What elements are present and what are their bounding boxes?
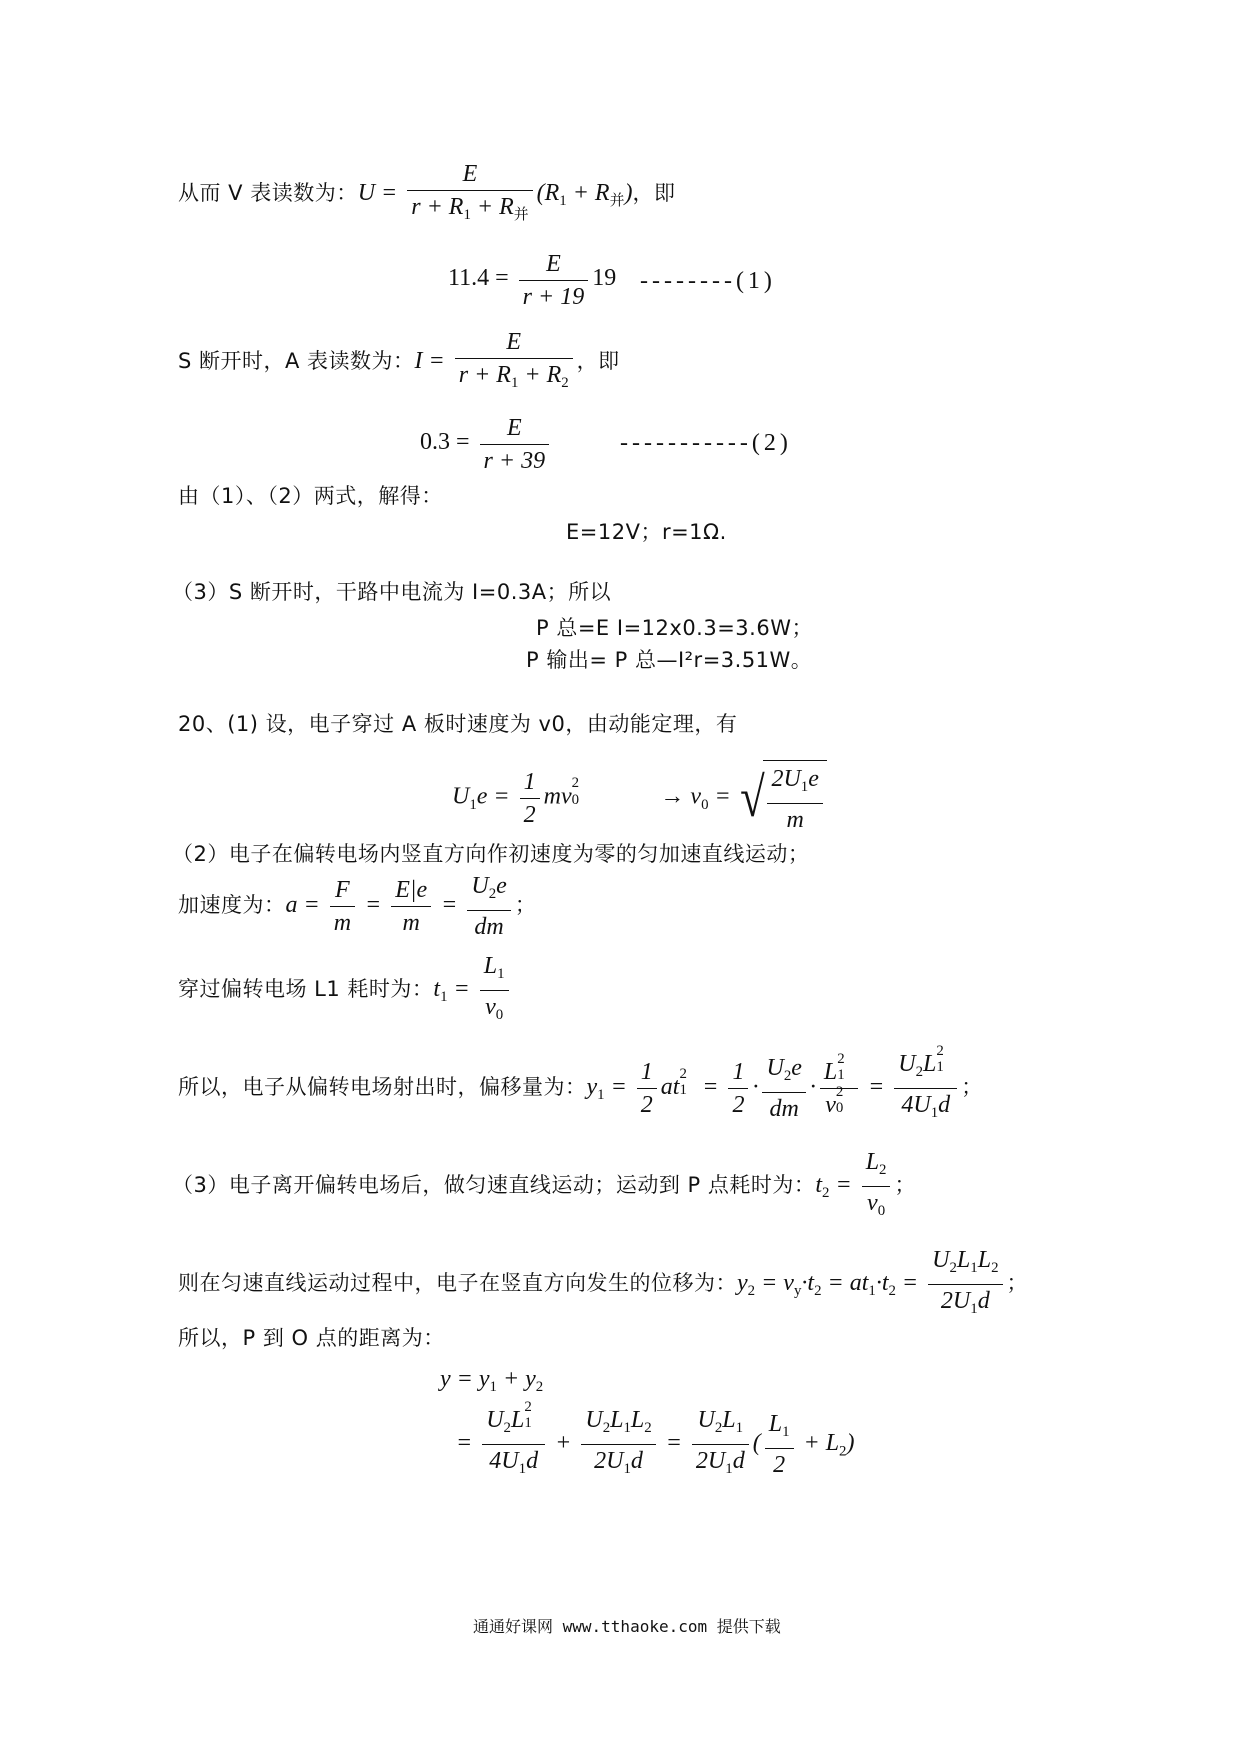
a-reading-line	[178, 326, 620, 399]
offset-prefix: 所以，电子从偏转电场射出时，偏移量为：	[178, 1075, 587, 1100]
v-reading-line	[178, 158, 675, 231]
formula-i: I = $\frac{E}{r + R_1 + R_2}$	[415, 348, 577, 374]
q20-part2-desc: （2）电子在偏转电场内竖直方向作初速度为零的匀加速直线运动；	[172, 842, 810, 866]
part3-line1: （3）S 断开时，干路中电流为 I=0.3A；所以	[172, 580, 612, 604]
formula-u-parallel: U = $\frac{E}{r + R_1 + R_并}$ $(R_1 + R_并)$	[358, 180, 633, 206]
accel-prefix: 加速度为：	[178, 893, 286, 918]
formula-kinetic-energy: $U_1e$ = $\frac{1}{2}$ mv 2 0 → $v_0$ = √ $\frac{2U_1e}{m}$	[452, 760, 827, 836]
offset-line: 所以，电子从偏转电场射出时，偏移量为：$y_1$ = $\frac{1}{2}$ at 2 1 = $\frac{1}{2}$ · $\frac{U_2e}{dm}$ · L 2 1 v 2 0 = $U_2L$ 2 1 $4U_1d$ ；	[178, 1042, 983, 1123]
time-line	[178, 950, 513, 1031]
part3-time-line: （3）电子离开偏转电场后，做匀速直线运动；运动到 P 点耗时为：$t_2$ = $\frac{L_2}{v_0}$ ；	[172, 1146, 916, 1227]
equation-1: 11.4 = $\frac{E}{r + 19}$ 19	[448, 248, 616, 313]
formula-y-final: = $U_2L$ 2 1 $4U_1d$ + $\frac{U_2L_1L_2}{2U_1d}$ = $\frac{U_2L_1}{2U_1d}$ ( $\frac{L_1}{2}$ + $L_2$)	[456, 1398, 855, 1479]
dist-prefix: 所以，P 到 O 点的距离为：	[178, 1326, 445, 1350]
formula-y2: $y_2 = v_y\cdot t_2 = at_1\cdot t_2$ = $\frac{U_2L_1L_2}{2U_1d}$	[737, 1270, 1007, 1296]
formula-t2: $t_2$ = $\frac{L_2}{v_0}$	[815, 1172, 894, 1198]
a-reading-suffix: ，即	[576, 349, 620, 374]
acceleration-line: 加速度为：a = $\frac{F}{m}$ = $\frac{E|e}{m}$ = $\frac{U_2e}{dm}$ ；	[178, 870, 536, 943]
q20-intro: 20、(1) 设，电子穿过 A 板时速度为 v0，由动能定理，有	[178, 712, 738, 736]
page-footer: 通通好课网 www.tthaoke.com 提供下载	[473, 1617, 781, 1636]
formula-acceleration: a = $\frac{F}{m}$ = $\frac{E|e}{m}$ = $\frac{U_2e}{dm}$	[286, 892, 515, 918]
eq2-tag: -----------(2)	[620, 430, 792, 456]
time-prefix: 穿过偏转电场 L1 耗时为：	[178, 977, 434, 1002]
eq1-lhs: 11.4	[448, 265, 490, 291]
equation-2: 0.3 = $\frac{E}{r + 39}$	[420, 412, 553, 477]
disp-prefix: 则在匀速直线运动过程中，电子在竖直方向发生的位移为：	[178, 1271, 737, 1296]
a-reading-prefix: S 断开时，A 表读数为：	[178, 349, 415, 374]
formula-y-sum: $y = y_1 + y_2$	[440, 1366, 544, 1396]
formula-y1: $y_1$ = $\frac{1}{2}$ at 2 1 = $\frac{1}{2}$ · $\frac{U_2e}{dm}$ · L 2 1 v 2 0 = $U_2L$ 2 1 $4U_1d$	[587, 1074, 962, 1100]
eq2-den: r + 39	[483, 448, 546, 474]
eq1-tag: --------(1)	[640, 268, 776, 294]
displacement-line: 则在匀速直线运动过程中，电子在竖直方向发生的位移为：$y_2 = v_y\cdot t_2 = at_1\cdot t_2$ = $\frac{U_2L_1L_2}{2U_1d}$ ；	[178, 1244, 1028, 1325]
v-reading-suffix: ，即	[632, 181, 676, 206]
part3-line2: P 总=E I=12x0.3=3.6W；	[536, 616, 813, 640]
part3-prefix: （3）电子离开偏转电场后，做匀速直线运动；运动到 P 点耗时为：	[172, 1173, 816, 1198]
eq2-lhs: 0.3	[420, 429, 450, 455]
v-reading-prefix: 从而 V 表读数为：	[178, 181, 358, 206]
part3-line3: P 输出= P 总—I²r=3.51W。	[526, 648, 813, 672]
eq1-rhs: 19	[592, 265, 617, 291]
solve-result: E=12V；r=1Ω.	[566, 520, 727, 544]
formula-t1: $t_1$ = $\frac{L_1}{v_0}$	[433, 976, 512, 1002]
solve-line: 由（1）、（2）两式，解得：	[178, 484, 443, 508]
